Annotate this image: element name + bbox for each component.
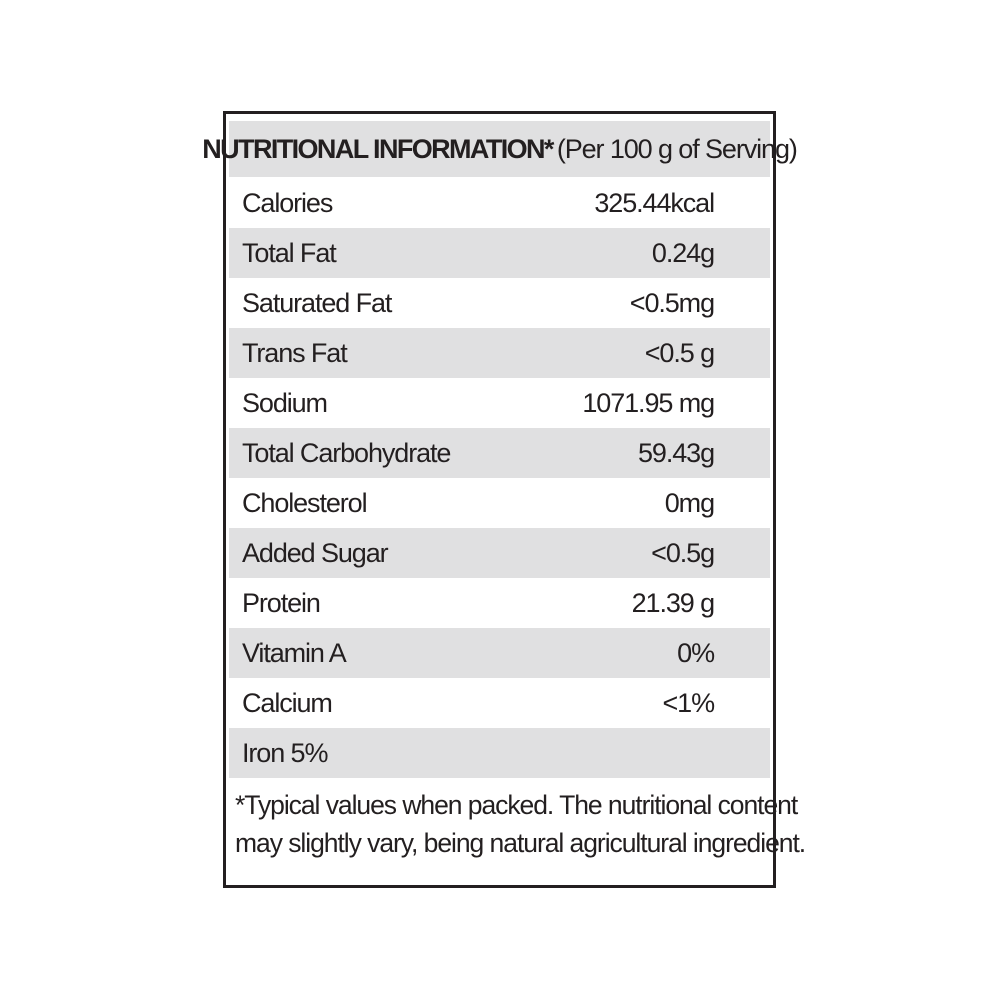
nutrient-row-trans-fat — [229, 328, 770, 378]
nutrient-row-sodium — [229, 378, 770, 428]
nutrient-row-cholesterol — [229, 478, 770, 528]
nutrient-row-added-sugar — [229, 528, 770, 578]
nutrient-row-protein — [229, 578, 770, 628]
nutrient-value: 325.44kcal — [594, 188, 714, 218]
nutrient-row-saturated-fat — [229, 278, 770, 328]
nutrient-name: Sodium — [242, 388, 327, 418]
nutrient-table — [229, 178, 770, 778]
nutrient-name: Calories — [242, 188, 333, 218]
nutrition-label — [202, 111, 806, 888]
nutrient-row-calories — [229, 178, 770, 228]
nutrient-name: Saturated Fat — [242, 288, 392, 318]
nutrient-name: Total Carbohydrate — [242, 438, 451, 468]
footnote-line-2: may slightly vary, being natural agricultural ingredient. — [235, 828, 806, 858]
nutrient-row-calcium — [229, 678, 770, 728]
nutrient-row-iron — [229, 728, 770, 778]
nutrient-value: 59.43g — [638, 438, 714, 468]
footnote-line-1: *Typical values when packed. The nutritional content — [235, 790, 798, 820]
nutrient-value: 0.24g — [651, 238, 714, 268]
nutrient-value: 0% — [677, 638, 714, 668]
serving-basis: (Per 100 g of Serving) — [556, 133, 797, 164]
nutrition-header — [202, 121, 797, 177]
nutrient-name: Cholesterol — [242, 488, 367, 518]
nutrient-row-total-fat — [229, 228, 770, 278]
nutrient-row-total-carbohydrate — [229, 428, 770, 478]
nutrient-name: Calcium — [242, 688, 332, 718]
nutrient-name: Trans Fat — [242, 338, 347, 368]
nutrient-value: 0mg — [664, 488, 714, 518]
nutrient-value: <1% — [662, 688, 714, 718]
nutrient-value: 1071.95 mg — [582, 388, 714, 418]
nutrient-name: Total Fat — [242, 238, 336, 268]
nutrition-title: NUTRITIONAL INFORMATION* — [202, 133, 553, 164]
nutrient-value: <0.5g — [651, 538, 714, 568]
nutrient-value: <0.5mg — [629, 288, 714, 318]
nutrient-value: 21.39 g — [631, 588, 714, 618]
footnote — [235, 786, 806, 862]
nutrient-value: <0.5 g — [644, 338, 714, 368]
nutrient-name: Iron 5% — [242, 738, 328, 768]
nutrient-name: Added Sugar — [242, 538, 388, 568]
nutrient-name: Vitamin A — [242, 638, 346, 668]
nutrient-row-vitamin-a — [229, 628, 770, 678]
nutrient-name: Protein — [242, 588, 320, 618]
